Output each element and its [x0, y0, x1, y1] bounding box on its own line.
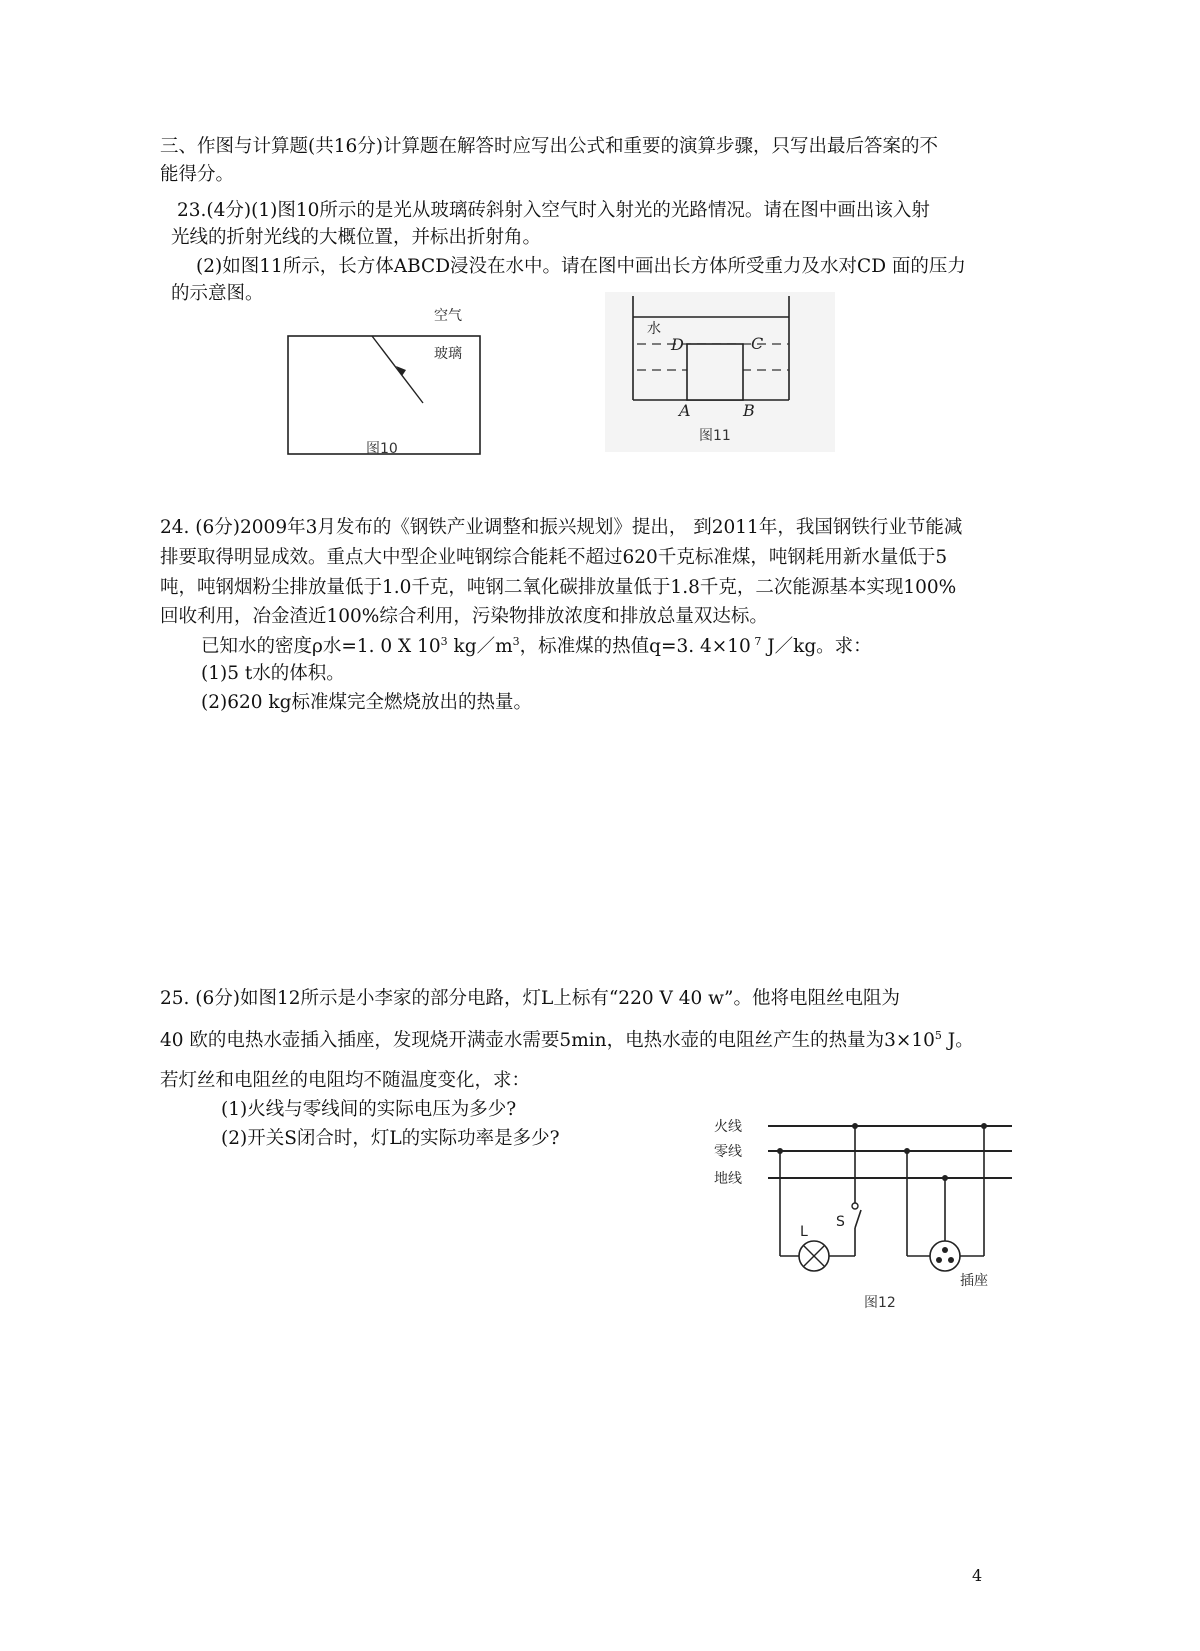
figure-12	[708, 1110, 1018, 1320]
q24-given	[201, 634, 872, 660]
figure-11-caption: 图11	[699, 428, 731, 444]
q24-line2: 排要取得明显成效。重点大中型企业吨钢综合能耗不超过620千克标准煤，吨钢耗用新水量低于5	[160, 547, 948, 568]
page-number: 4	[972, 1566, 983, 1585]
socket	[930, 1241, 960, 1271]
figure-11	[605, 292, 835, 452]
q25-line2-text: 40 欧的电热水壶插入插座，发现烧开满壶水需要5min，电热水壶的电阻丝产生的热量为3×10	[160, 1030, 935, 1051]
q25-line2-end: J。	[941, 1030, 974, 1051]
corner-a-label: A	[679, 401, 691, 420]
neutral-wire-label: 零线	[714, 1144, 742, 1160]
glass-label: 玻璃	[434, 346, 462, 362]
figure-12-caption: 图12	[864, 1295, 896, 1311]
q24-sub1: (1)5 t水的体积。	[201, 663, 345, 684]
switch-label: S	[836, 1214, 845, 1230]
q25-line1: 25. (6分)如图12所示是小李家的部分电路，灯L上标有“220 V 40 w”。他将电阻丝电阻为	[160, 988, 900, 1009]
lamp-label: L	[800, 1224, 808, 1240]
q24-line4: 回收利用，冶金渣近100%综合利用，污染物排放浓度和排放总量双达标。	[160, 606, 768, 627]
figure-10-caption: 图10	[366, 441, 398, 457]
q24-given-density: 已知水的密度ρ水=1. 0 X 10	[201, 636, 441, 657]
lamp-l	[799, 1241, 829, 1271]
figure-10	[278, 296, 498, 466]
corner-c-label: C	[751, 334, 764, 353]
q24-given-heat: ，标准煤的热值q=3. 4×10	[519, 636, 751, 657]
q25-line3: 若灯丝和电阻丝的电阻均不随温度变化，求：	[160, 1070, 531, 1091]
block-abcd	[687, 344, 743, 400]
air-label: 空气	[434, 308, 462, 324]
section3-heading-line2: 能得分。	[160, 164, 235, 185]
q24-line1: 24. (6分)2009年3月发布的《钢铁产业调整和振兴规划》提出， 到2011年，我国钢铁行业节能减	[160, 517, 963, 538]
q25-line2	[160, 1028, 974, 1054]
exp-3: 3	[440, 634, 448, 648]
live-wire-label: 火线	[714, 1119, 742, 1135]
q23-line2: 光线的折射光线的大概位置，并标出折射角。	[171, 227, 542, 248]
q23-line1: 23.(4分)(1)图10所示的是光从玻璃砖斜射入空气时入射光的光路情况。请在图中画出该入射	[177, 200, 930, 221]
q24-given-unit: kg／m	[447, 636, 513, 657]
ground-wire-label: 地线	[714, 1171, 742, 1187]
section3-heading-line1: 三、作图与计算题(共16分)计算题在解答时应写出公式和重要的演算步骤，只写出最后答案的不	[160, 136, 938, 157]
exp-7: 7	[750, 634, 762, 648]
exp-5: 5	[934, 1028, 942, 1042]
socket-label: 插座	[960, 1273, 988, 1289]
q25-sub2: (2)开关S闭合时，灯L的实际功率是多少?	[221, 1128, 560, 1149]
q24-given-end: J／kg。求：	[761, 636, 872, 657]
q25-sub1: (1)火线与零线间的实际电压为多少?	[221, 1099, 517, 1120]
incident-ray	[372, 336, 423, 403]
q23-line3: (2)如图11所示，长方体ABCD浸没在水中。请在图中画出长方体所受重力及水对CD 面的压力	[196, 256, 966, 277]
water-label: 水	[647, 321, 661, 337]
corner-b-label: B	[743, 401, 755, 420]
q23-line4: 的示意图。	[171, 283, 264, 304]
exp-3: 3	[512, 634, 520, 648]
q24-sub2: (2)620 kg标准煤完全燃烧放出的热量。	[201, 692, 532, 713]
corner-d-label: D	[671, 335, 684, 354]
q24-line3: 吨，吨钢烟粉尘排放量低于1.0千克，吨钢二氧化碳排放量低于1.8千克，二次能源基本实现100%	[160, 577, 957, 598]
